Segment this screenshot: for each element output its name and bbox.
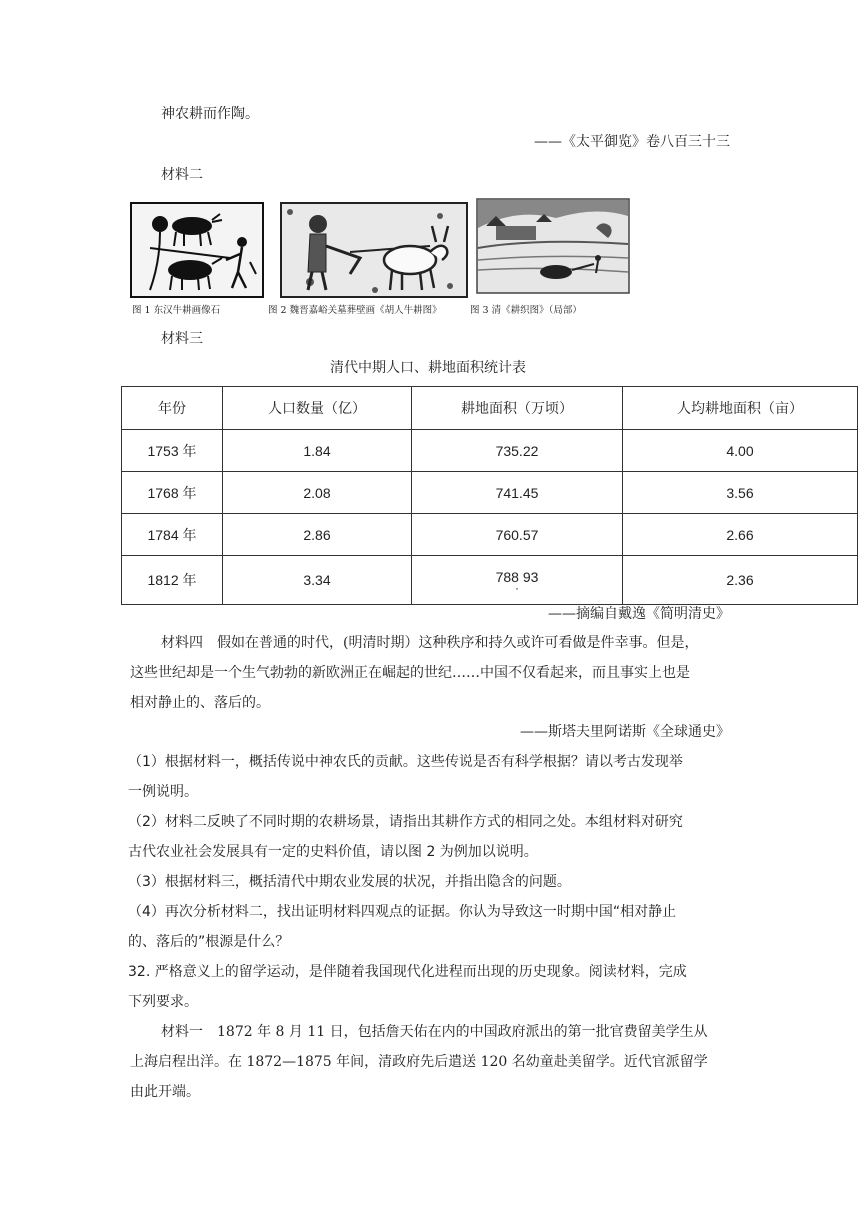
material4-source: ——斯塔夫里阿诺斯《全球通史》 (520, 724, 730, 740)
cell-population: 3.34 (223, 556, 412, 605)
material2-figures (130, 198, 630, 318)
material3-source: ——摘编自戴逸《简明清史》 (548, 606, 730, 622)
header-year: 年份 (122, 387, 223, 430)
cell-year: 1784 年 (122, 514, 223, 556)
ox-plowing-stone-relief-image (130, 202, 264, 298)
question32-line1: 32. 严格意义上的留学运动，是伴随着我国现代化进程而出现的历史现象。阅读材料，完成 (128, 964, 687, 980)
q32-material1-line2: 上海启程出洋。在 1872—1875 年间，清政府先后遣送 120 名幼童赴美留学。近代官派留学 (130, 1054, 708, 1070)
question4-line2: 的、落后的”根源是什么？ (128, 934, 290, 950)
cell-per-capita: 2.66 (623, 514, 858, 556)
figure2-caption: 图 2 魏晋嘉峪关墓葬壁画《胡人牛耕图》 (268, 305, 442, 316)
header-farmland: 耕地面积（万顷） (412, 387, 623, 430)
cell-farmland: 741.45 (412, 472, 623, 514)
figure1-caption: 图 1 东汉牛耕画像石 (132, 305, 221, 316)
question2-line2: 古代农业社会发展具有一定的史料价值，请以图 2 为例加以说明。 (128, 844, 538, 860)
plowing-mural-image (280, 202, 468, 298)
question4-line1: （4）再次分析材料二，找出证明材料四观点的证据。你认为导致这一时期中国“相对静止 (128, 904, 677, 920)
question2-line1: （2）材料二反映了不同时期的农耕场景，请指出其耕作方式的相同之处。本组材料对研究 (128, 814, 683, 830)
cell-year: 1753 年 (122, 430, 223, 472)
question1-line1: （1）根据材料一，概括传说中神农氏的贡献。这些传说是否有科学根据？请以考古发现举 (128, 754, 683, 770)
farming-weaving-painting-image (476, 198, 630, 294)
table-row (122, 430, 858, 472)
material2-label: 材料二 (161, 167, 203, 183)
population-farmland-table (121, 386, 858, 605)
material4-line2: 这些世纪却是一个生气勃勃的新欧洲正在崛起的世纪……中国不仅看起来，而且事实上也是 (130, 665, 690, 681)
cell-year: 1812 年 (122, 556, 223, 605)
cell-year: 1768 年 (122, 472, 223, 514)
material4-line3: 相对静止的、落后的。 (130, 695, 270, 711)
question3-line1: （3）根据材料三，概括清代中期农业发展的状况，并指出隐含的问题。 (128, 874, 571, 890)
cell-population: 2.86 (223, 514, 412, 556)
question1-line2: 一例说明。 (128, 784, 198, 800)
material1-text: 神农耕而作陶。 (161, 106, 259, 122)
header-per-capita: 人均耕地面积（亩） (623, 387, 858, 430)
table-row (122, 556, 858, 605)
question32-line2: 下列要求。 (128, 994, 198, 1010)
cell-farmland: 760.57 (412, 514, 623, 556)
q32-material1-line1: 材料一 1872 年 8 月 11 日，包括詹天佑在内的中国政府派出的第一批官费留美学生从 (161, 1024, 708, 1040)
material3-label: 材料三 (161, 331, 203, 347)
cell-population: 1.84 (223, 430, 412, 472)
material1-source: ——《太平御览》卷八百三十三 (534, 134, 730, 150)
cell-farmland: 788 93 (495, 569, 539, 585)
cell-farmland-wrap (412, 556, 623, 605)
cell-population: 2.08 (223, 472, 412, 514)
table-row (122, 514, 858, 556)
cell-per-capita: 3.56 (623, 472, 858, 514)
cell-farmland: 735.22 (412, 430, 623, 472)
cell-per-capita: 2.36 (623, 556, 858, 605)
table-header-row (122, 387, 858, 430)
stray-dot: · (515, 581, 519, 595)
material4-line1: 材料四 假如在普通的时代，(明清时期）这种秩序和持久或许可看做是件幸事。但是， (161, 635, 699, 651)
q32-material1-line3: 由此开端。 (130, 1084, 200, 1100)
cell-per-capita: 4.00 (623, 430, 858, 472)
table-row (122, 472, 858, 514)
table-title: 清代中期人口、耕地面积统计表 (330, 360, 526, 376)
header-population: 人口数量（亿） (223, 387, 412, 430)
figure3-caption: 图 3 清《耕织图》（局部） (470, 305, 582, 316)
